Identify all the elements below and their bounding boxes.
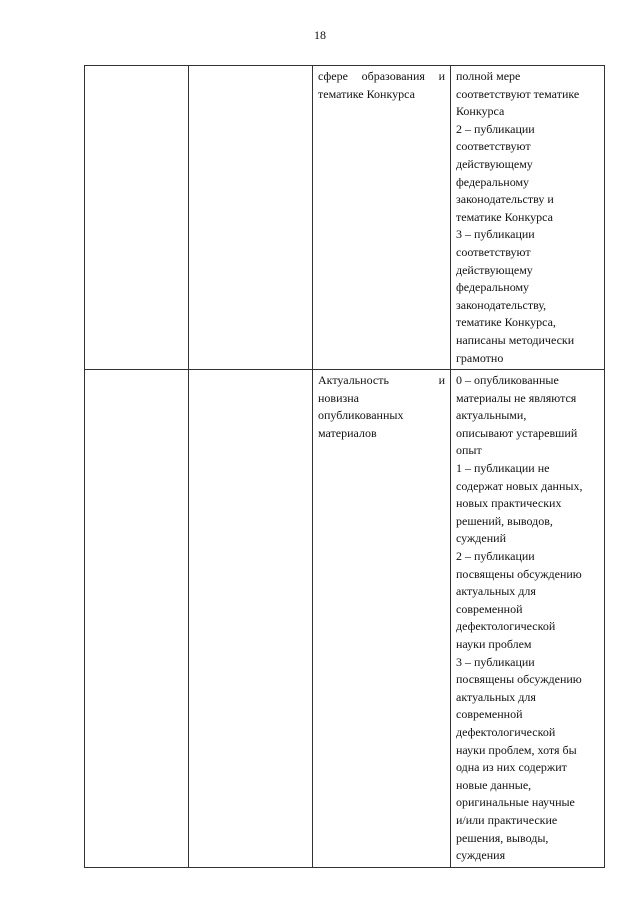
scoring-line: суждения <box>456 848 506 863</box>
scoring-line: Конкурса <box>456 104 505 119</box>
cell-scoring <box>451 370 605 868</box>
scoring-line: одна из них содержит <box>456 760 567 775</box>
scoring-line: законодательству и <box>456 192 554 207</box>
scoring-line: 2 – публикации <box>456 549 535 564</box>
scoring-line: описывают устаревший <box>456 425 578 440</box>
scoring-line: науки проблем, хотя бы <box>456 742 577 757</box>
criterion-line: Актуальность и <box>318 373 445 388</box>
scoring-line: актуальными, <box>456 408 527 423</box>
cell-number <box>85 66 189 370</box>
scoring-line: и/или практические <box>456 812 558 827</box>
scoring-line: тематике Конкурса <box>456 209 553 224</box>
scoring-line: современной <box>456 601 523 616</box>
scoring-line: написаны методически <box>456 332 575 347</box>
scoring-line: решений, выводов, <box>456 513 553 528</box>
scoring-line: действующему <box>456 262 533 277</box>
scoring-line: дефектологической <box>456 619 556 634</box>
scoring-line: 2 – публикации <box>456 121 535 136</box>
scoring-line: актуальных для <box>456 584 536 599</box>
table-row <box>85 370 605 868</box>
scoring-line: новые данные, <box>456 777 532 792</box>
scoring-line: содержат новых данных, <box>456 478 583 493</box>
criterion-line: опубликованных <box>318 408 404 423</box>
scoring-line: посвящены обсуждению <box>456 566 582 581</box>
cell-indicator <box>189 370 313 868</box>
cell-criterion <box>313 370 451 868</box>
scoring-line: грамотно <box>456 350 504 365</box>
criterion-line: тематике Конкурса <box>318 86 415 101</box>
criterion-line: новизна <box>318 390 359 405</box>
scoring-line: 1 – публикации не <box>456 461 550 476</box>
scoring-line: решения, выводы, <box>456 830 549 845</box>
scoring-line: действующему <box>456 156 533 171</box>
cell-number <box>85 370 189 868</box>
scoring-line: соответствуют <box>456 139 531 154</box>
scoring-line: 3 – публикации <box>456 227 535 242</box>
scoring-line: опыт <box>456 443 482 458</box>
scoring-line: дефектологической <box>456 724 556 739</box>
scoring-line: материалы не являются <box>456 390 577 405</box>
scoring-line: полной мере <box>456 69 521 83</box>
scoring-line: суждений <box>456 531 506 546</box>
scoring-line: современной <box>456 707 523 722</box>
cell-scoring <box>451 66 605 370</box>
scoring-line: федеральному <box>456 280 530 295</box>
scoring-line: посвящены обсуждению <box>456 672 582 687</box>
scoring-line: актуальных для <box>456 689 536 704</box>
scoring-line: оригинальные научные <box>456 795 575 810</box>
scoring-line: федеральному <box>456 174 530 189</box>
scoring-line: новых практических <box>456 496 562 511</box>
scoring-line: 3 – публикации <box>456 654 535 669</box>
scoring-line: 0 – опубликованные <box>456 373 559 388</box>
scoring-line: науки проблем <box>456 637 532 651</box>
criterion-line: сфере образования и <box>318 69 445 83</box>
scoring-line: соответствуют <box>456 244 531 259</box>
criterion-line: материалов <box>318 425 377 440</box>
scoring-line: законодательству, <box>456 297 547 312</box>
criteria-table <box>84 65 605 868</box>
cell-criterion <box>313 66 451 370</box>
cell-indicator <box>189 66 313 370</box>
page-number: 18 <box>314 28 326 42</box>
scoring-line: тематике Конкурса, <box>456 315 556 330</box>
scoring-line: соответствуют тематике <box>456 86 580 101</box>
table-row <box>85 66 605 370</box>
